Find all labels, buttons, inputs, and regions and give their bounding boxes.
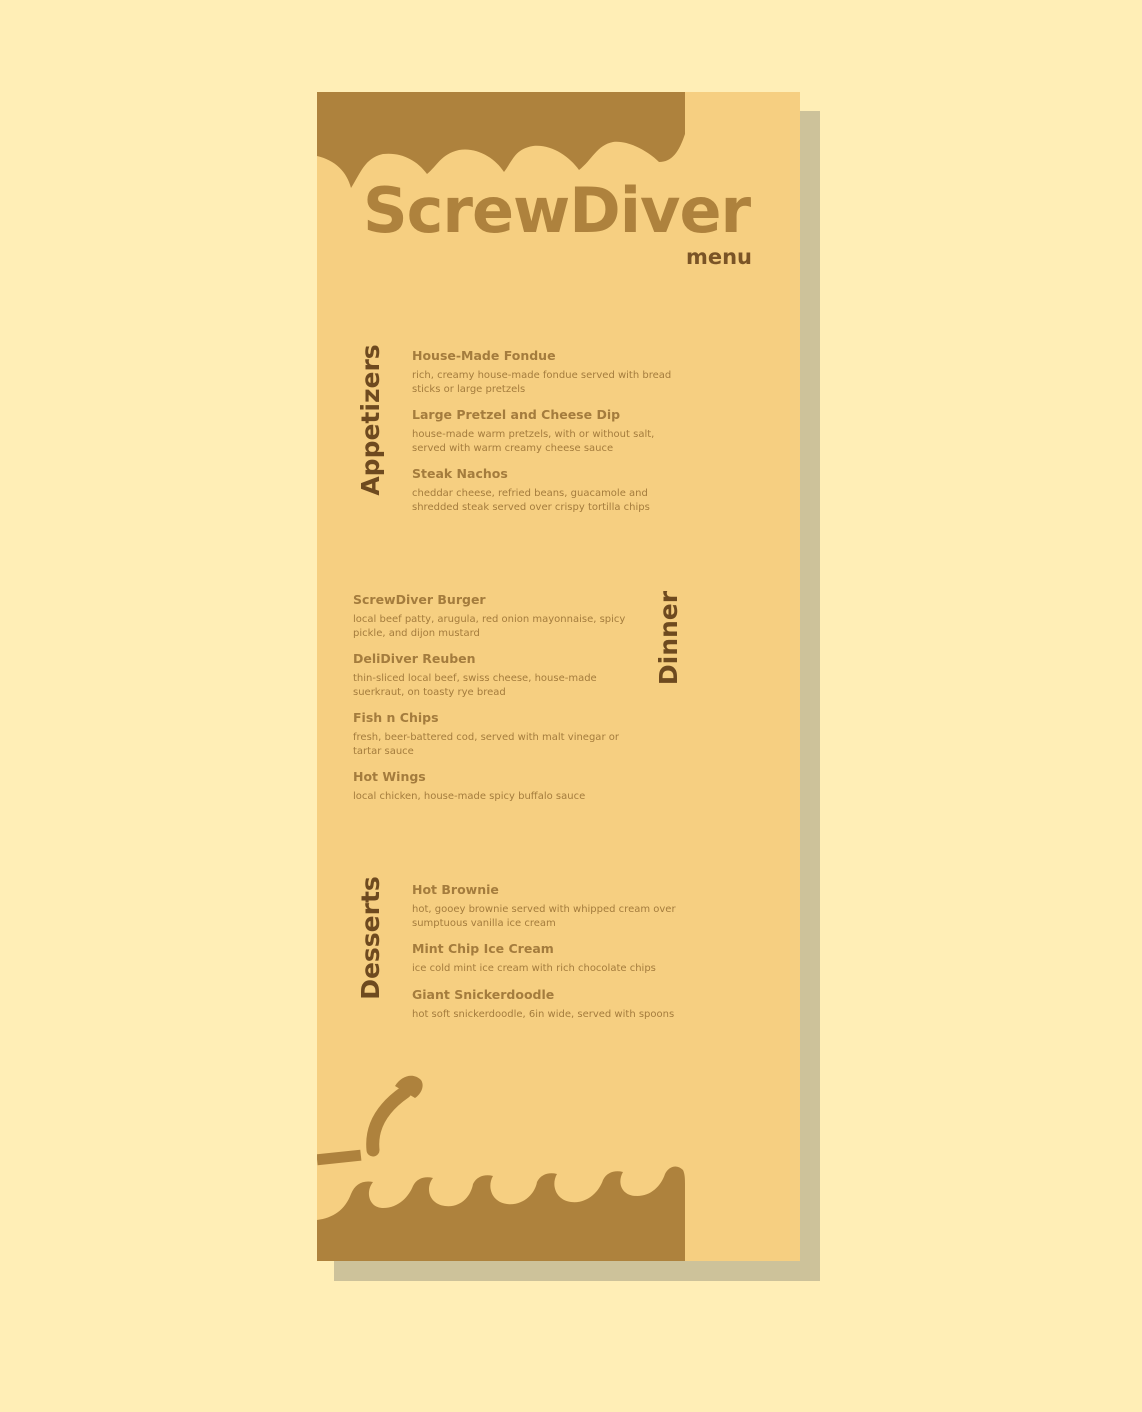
item-description: local chicken, house-made spicy buffalo sauce bbox=[353, 791, 586, 802]
screw-nail-icon bbox=[317, 1070, 427, 1166]
item-description: ice cold mint ice cream with rich chocolate chips bbox=[412, 963, 656, 974]
section-label-appetizers: Appetizers bbox=[356, 344, 385, 496]
menu-subtitle: menu bbox=[685, 245, 752, 269]
item-description: thin-sliced local beef, swiss cheese, house-made suerkraut, on toasty rye bread bbox=[353, 673, 597, 698]
menu-item bbox=[412, 407, 682, 455]
item-name: Hot Brownie bbox=[412, 882, 499, 897]
item-description: fresh, beer-battered cod, served with malt vinegar or tartar sauce bbox=[353, 732, 619, 757]
section-label-desserts: Desserts bbox=[356, 876, 385, 1000]
item-name: Hot Wings bbox=[353, 769, 426, 784]
menu-item bbox=[412, 941, 687, 976]
dinner-list bbox=[353, 592, 633, 815]
item-name: Giant Snickerdoodle bbox=[412, 986, 555, 1002]
item-name: Fish n Chips bbox=[353, 710, 439, 725]
item-name: Mint Chip Ice Cream bbox=[412, 941, 554, 956]
item-name: Large Pretzel and Cheese Dip bbox=[412, 407, 621, 422]
item-name: House-Made Fondue bbox=[412, 348, 556, 363]
menu-item bbox=[412, 348, 682, 396]
section-label-dinner: Dinner bbox=[654, 590, 683, 686]
menu-item bbox=[353, 592, 633, 640]
menu-item bbox=[353, 769, 633, 804]
menu-card bbox=[317, 92, 800, 1261]
item-description: local beef patty, arugula, red onion mayonnaise, spicy pickle, and dijon mustard bbox=[353, 614, 626, 639]
item-description: house-made warm pretzels, with or without salt, served with warm creamy cheese sauce bbox=[412, 429, 655, 454]
item-description: hot soft snickerdoodle, 6in wide, served with spoons bbox=[412, 1008, 675, 1020]
menu-item bbox=[412, 987, 687, 1022]
item-name: ScrewDiver Burger bbox=[353, 592, 486, 607]
item-name: DeliDiver Reuben bbox=[353, 651, 476, 666]
menu-item bbox=[412, 882, 687, 930]
item-description: hot, gooey brownie served with whipped cream over sumptuous vanilla ice cream bbox=[412, 904, 676, 929]
item-description: cheddar cheese, refried beans, guacamole and shredded steak served over crispy tortilla chips bbox=[412, 488, 650, 513]
menu-item bbox=[353, 710, 633, 758]
appetizers-list bbox=[412, 348, 682, 525]
item-name: Steak Nachos bbox=[412, 466, 508, 481]
bottom-wave-decoration bbox=[317, 1164, 685, 1261]
menu-item bbox=[412, 466, 682, 514]
restaurant-name: ScrewDiver bbox=[363, 174, 751, 247]
menu-item bbox=[353, 651, 633, 699]
desserts-list bbox=[412, 882, 687, 1032]
item-description: rich, creamy house-made fondue served with bread sticks or large pretzels bbox=[412, 370, 672, 395]
